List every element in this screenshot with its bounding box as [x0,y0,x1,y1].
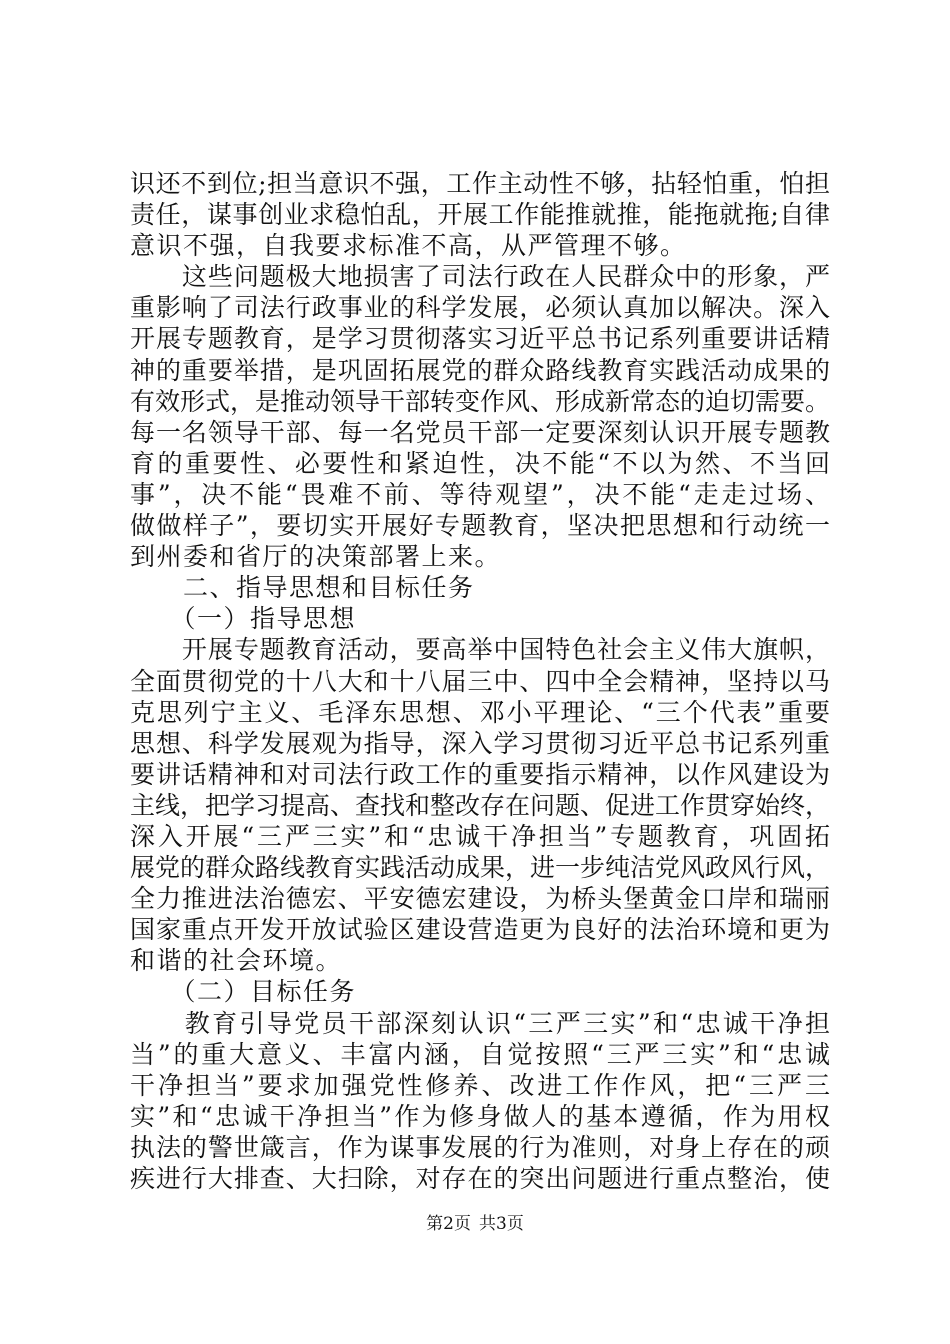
text-line: 重影响了司法行政事业的科学发展，必须认真加以解决。深入 [130,293,830,323]
text-line: 疾进行大排查、大扫除，对存在的突出问题进行重点整治，使 [130,1164,830,1193]
text-line: 做做样子”，要切实开展好专题教育，坚决把思想和行动统一 [130,511,830,541]
document-body [130,168,830,1194]
text-line: 二、指导思想和目标任务 [130,573,475,603]
text-line: 这些问题极大地损害了司法行政在人民群众中的形象，严 [130,262,830,292]
page-number: 第2页 [426,1214,471,1234]
text-line: 实”和“忠诚干净担当”作为修身做人的基本遵循，作为用权 [130,1101,830,1131]
text-line: 意识不强，自我要求标准不高，从严管理不够。 [130,231,687,261]
page-footer [0,1212,950,1236]
text-line: 事”，决不能“畏难不前、等待观望”，决不能“走走过场、 [130,479,830,509]
text-line: 全面贯彻党的十八大和十八届三中、四中全会精神，坚持以马 [130,666,830,696]
text-line: 思想、科学发展观为指导，深入学习贯彻习近平总书记系列重 [130,728,830,758]
text-line: 全力推进法治德宏、平安德宏建设，为桥头堡黄金口岸和瑞丽 [130,884,830,914]
text-line: 当”的重大意义、丰富内涵，自觉按照“三严三实”和“忠诚 [130,1039,830,1069]
text-line: 识还不到位;担当意识不强，工作主动性不够，拈轻怕重，怕担 [130,169,830,198]
text-line: 每一名领导干部、每一名党员干部一定要深刻认识开展专题教 [130,417,830,447]
text-line: 有效形式，是推动领导干部转变作风、形成新常态的迫切需要。 [130,386,831,416]
text-line: 要讲话精神和对司法行政工作的重要指示精神，以作风建设为 [130,759,830,789]
text-line: 责任，谋事创业求稳怕乱，开展工作能推就推，能拖就拖;自律 [130,200,830,230]
text-line: 开展专题教育，是学习贯彻落实习近平总书记系列重要讲话精 [130,324,830,354]
text-line: 干净担当”要求加强党性修养、改进工作作风，把“三严三 [130,1070,830,1100]
text-line: 育的重要性、必要性和紧迫性，决不能“不以为然、不当回 [130,448,830,478]
text-line: 和谐的社会环境。 [130,946,343,976]
text-line: （二）目标任务 [130,977,357,1007]
page-total: 共3页 [479,1214,524,1234]
text-line: （一）指导思想 [130,604,357,634]
text-line: 开展专题教育活动，要高举中国特色社会主义伟大旗帜， [130,635,830,665]
text-line: 深入开展“三严三实”和“忠诚干净担当”专题教育，巩固拓 [130,821,830,851]
text-line: 到州委和省厅的决策部署上来。 [130,542,502,572]
text-line: 主线，把学习提高、查找和整改存在问题、促进工作贯穿始终， [130,790,831,820]
text-line: 教育引导党员干部深刻认识“三严三实”和“忠诚干净担 [130,1008,830,1038]
text-line: 神的重要举措，是巩固拓展党的群众路线教育实践活动成果的 [130,355,830,385]
text-line: 克思列宁主义、毛泽东思想、邓小平理论、“三个代表”重要 [130,697,830,727]
text-line: 国家重点开发开放试验区建设营造更为良好的法治环境和更为 [130,915,830,945]
text-line: 执法的警世箴言，作为谋事发展的行为准则，对身上存在的顽 [130,1132,830,1162]
text-line: 展党的群众路线教育实践活动成果，进一步纯洁党风政风行风， [130,853,831,883]
